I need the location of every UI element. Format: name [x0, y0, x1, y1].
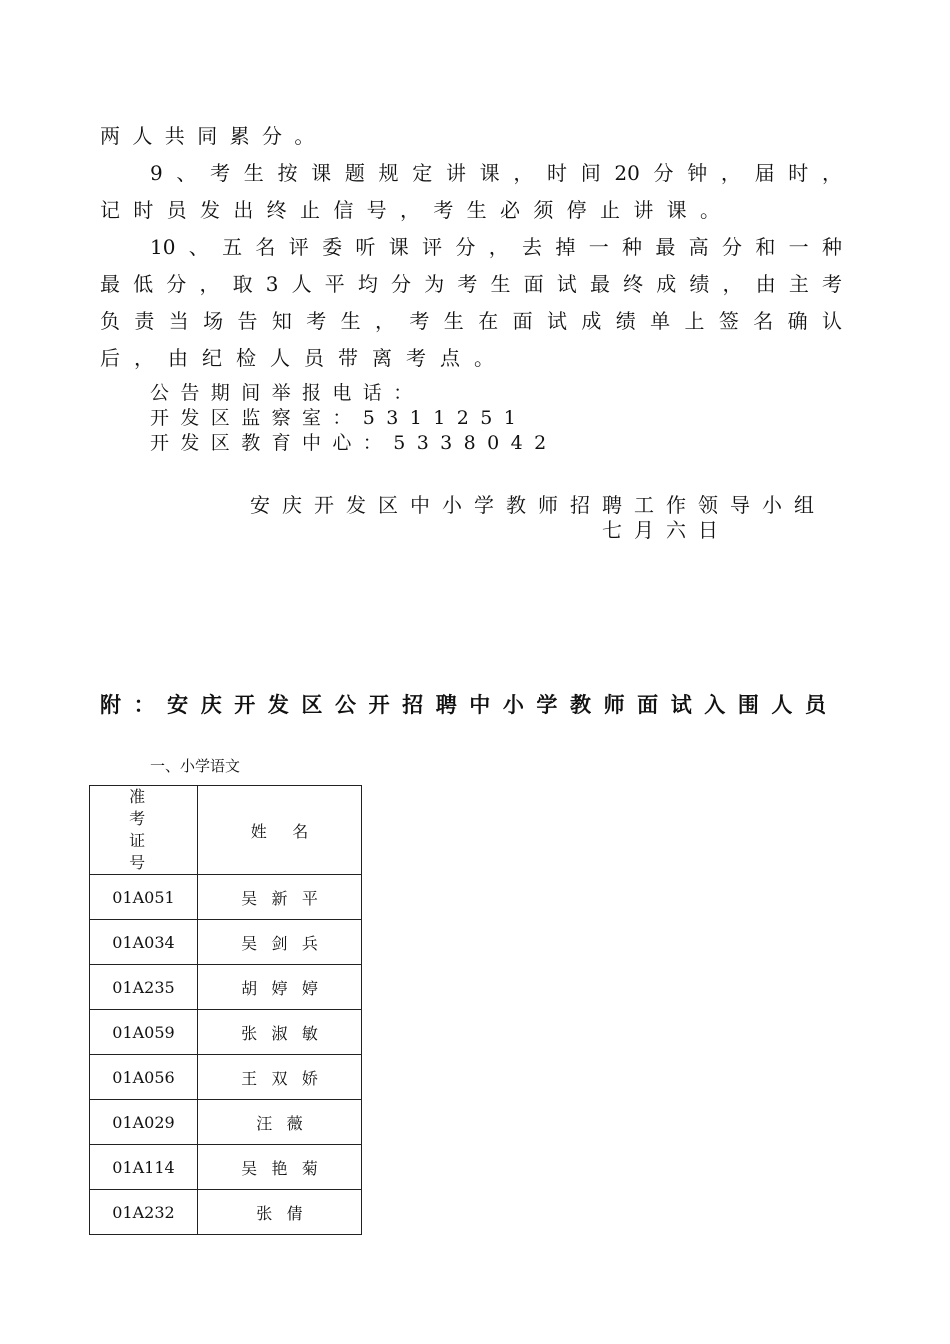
exam-number-cell: 01A034	[90, 920, 198, 965]
rule-10-line-2: 最低分，取3人平均分为考生面试最终成绩，由主考	[100, 272, 842, 296]
rule-9-line-1: 9、考生按课题规定讲课，时间20分钟，届时，	[150, 161, 842, 185]
contact-education-center: 开发区教育中心：5338042	[150, 432, 558, 454]
table-row	[90, 875, 362, 920]
rule-10-line-3: 负责当场告知考生，考生在面试成绩单上签名确认	[100, 309, 842, 333]
exam-number-cell: 01A059	[90, 1010, 198, 1055]
exam-number-cell: 01A114	[90, 1145, 198, 1190]
candidate-name-cell: 汪薇	[198, 1100, 362, 1145]
table-header-row	[90, 786, 362, 875]
candidate-name-cell: 吴新平	[198, 875, 362, 920]
table-row	[90, 1055, 362, 1100]
rule-9-line-2: 记时员发出终止信号，考生必须停止讲课。	[100, 198, 720, 222]
exam-number-cell: 01A051	[90, 875, 198, 920]
exam-number-cell: 01A029	[90, 1100, 198, 1145]
header-exam-number: 准 考 证 号	[90, 786, 198, 875]
table-row	[90, 1190, 362, 1235]
signature-organization: 安庆开发区中小学教师招聘工作领导小组	[250, 493, 826, 517]
section-label: 一、小学语文	[150, 757, 241, 775]
candidate-table	[89, 785, 362, 1235]
table-row	[90, 920, 362, 965]
contact-supervision-office: 开发区监察室：5311251	[150, 407, 528, 429]
candidate-name-cell: 吴剑兵	[198, 920, 362, 965]
table-row	[90, 1010, 362, 1055]
rule-line-1: 两人共同累分。	[100, 124, 327, 148]
rule-10-line-4: 后，由纪检人员带离考点。	[100, 346, 508, 370]
exam-number-cell: 01A232	[90, 1190, 198, 1235]
table-row	[90, 1145, 362, 1190]
candidate-name-cell: 吴艳菊	[198, 1145, 362, 1190]
candidate-name-cell: 胡婷婷	[198, 965, 362, 1010]
header-name: 姓名	[198, 786, 362, 875]
table-row	[90, 965, 362, 1010]
exam-number-cell: 01A235	[90, 965, 198, 1010]
contact-heading: 公告期间举报电话：	[150, 382, 424, 404]
candidate-name-cell: 王双娇	[198, 1055, 362, 1100]
rule-10-line-1: 10、五名评委听课评分，去掉一种最高分和一种	[150, 235, 842, 259]
candidate-name-cell: 张淑敏	[198, 1010, 362, 1055]
candidate-name-cell: 张倩	[198, 1190, 362, 1235]
table-row	[90, 1100, 362, 1145]
annex-title: 附：安庆开发区公开招聘中小学教师面试入围人员	[100, 693, 826, 717]
exam-number-cell: 01A056	[90, 1055, 198, 1100]
signature-date: 七月六日	[602, 518, 730, 542]
